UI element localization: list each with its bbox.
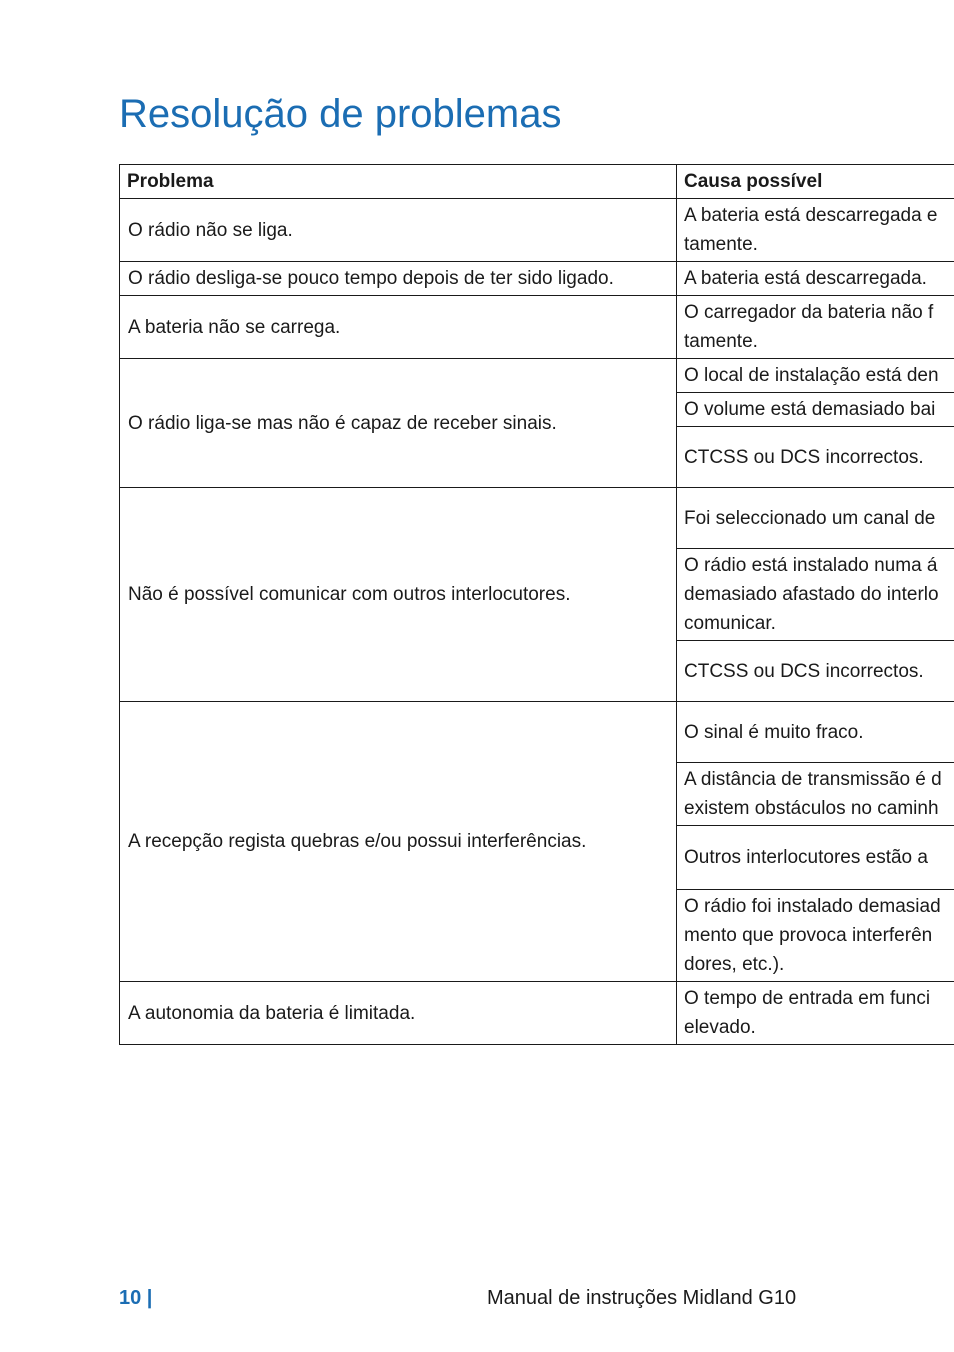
cause-cell: O rádio foi instalado demasiad mento que provoca interferên dores, etc.).: [677, 890, 954, 982]
cause-cell: O local de instalação está den: [677, 359, 954, 393]
footer-manual-title: Manual de instruções Midland G10: [487, 1287, 797, 1309]
table-row: [120, 488, 954, 549]
table-row: [120, 296, 954, 359]
cause-cell: CTCSS ou DCS incorrectos.: [677, 427, 954, 488]
table-row: [120, 359, 954, 393]
troubleshooting-table-container: [119, 164, 954, 1045]
table-row: [120, 982, 954, 1045]
cause-cell: O rádio está instalado numa á demasiado afastado do interlo comunicar.: [677, 549, 954, 641]
problem-cell: Não é possível comunicar com outros interlocutores.: [120, 488, 677, 702]
cause-cell: O sinal é muito fraco.: [677, 702, 954, 763]
table-row: [120, 262, 954, 296]
page-title: Resolução de problemas: [119, 92, 562, 136]
cause-cell: O volume está demasiado bai: [677, 393, 954, 427]
problem-cell: O rádio não se liga.: [120, 199, 677, 262]
problem-cell: A autonomia da bateria é limitada.: [120, 982, 677, 1045]
cause-cell: A bateria está descarregada e tamente.: [677, 199, 954, 262]
cause-cell: Outros interlocutores estão a: [677, 826, 954, 890]
cause-cell: O carregador da bateria não f tamente.: [677, 296, 954, 359]
problem-cell: A recepção regista quebras e/ou possui interferências.: [120, 702, 677, 982]
cause-cell: A bateria está descarregada.: [677, 262, 954, 296]
page-number: 10 |: [119, 1287, 153, 1309]
header-problem: Problema: [120, 165, 677, 199]
cause-cell: A distância de transmissão é d existem obstáculos no caminh: [677, 763, 954, 826]
cause-cell: O tempo de entrada em funci elevado.: [677, 982, 954, 1045]
table-row: [120, 702, 954, 763]
header-cause: Causa possível: [677, 165, 954, 199]
problem-cell: O rádio liga-se mas não é capaz de receber sinais.: [120, 359, 677, 488]
table-row: [120, 199, 954, 262]
cause-cell: Foi seleccionado um canal de: [677, 488, 954, 549]
cause-cell: CTCSS ou DCS incorrectos.: [677, 641, 954, 702]
table-header-row: [120, 165, 954, 199]
problem-cell: A bateria não se carrega.: [120, 296, 677, 359]
problem-cell: O rádio desliga-se pouco tempo depois de ter sido ligado.: [120, 262, 677, 296]
troubleshooting-table: [119, 164, 954, 1045]
